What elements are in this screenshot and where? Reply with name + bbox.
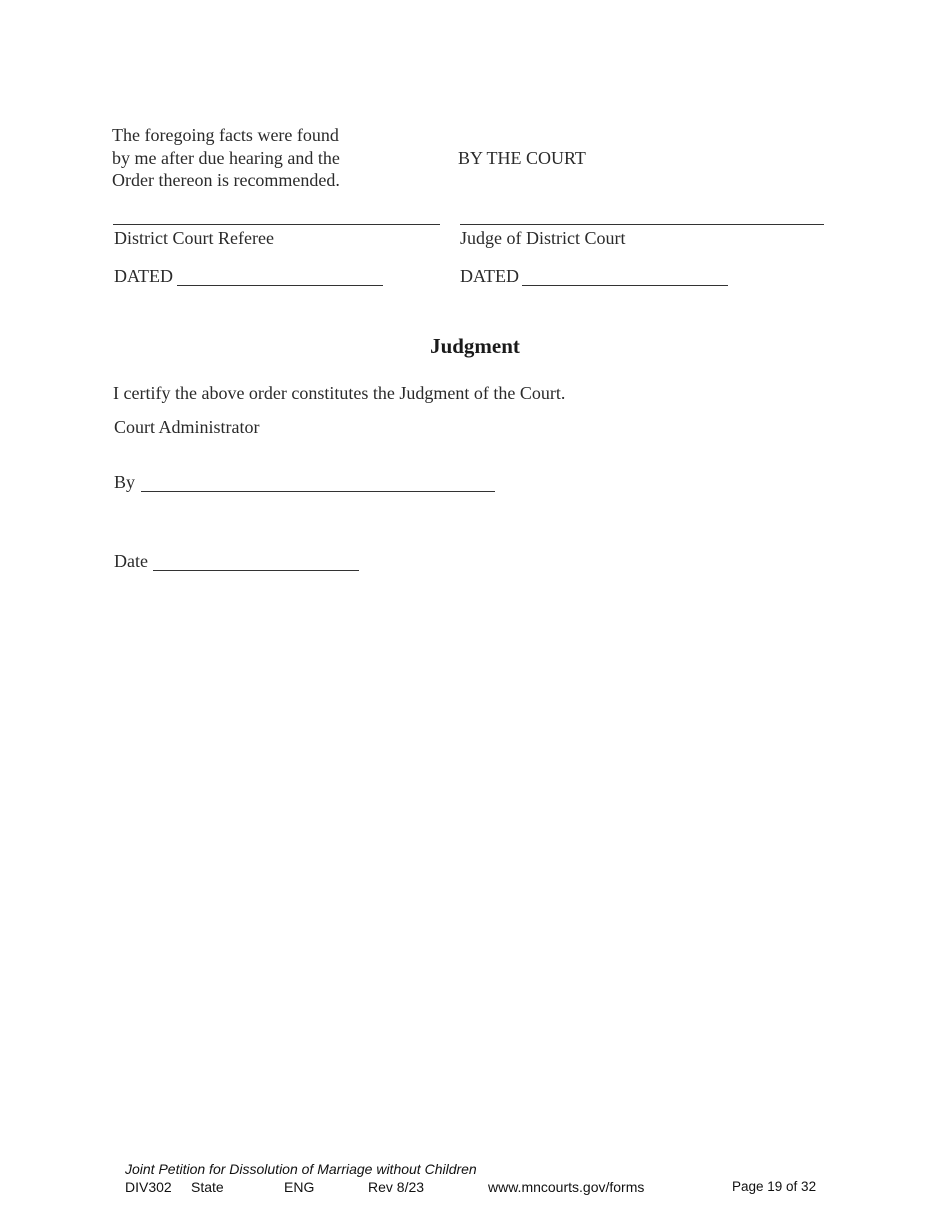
recommendation-line: The foregoing facts were found (112, 125, 339, 145)
recommendation-line: Order thereon is recommended. (112, 170, 340, 190)
referee-recommendation (112, 124, 340, 192)
footer-website-link[interactable]: www.mncourts.gov/forms (488, 1179, 645, 1195)
referee-dated-label: DATED (114, 266, 173, 286)
judge-dated-line[interactable] (522, 285, 728, 286)
judge-signature-title: Judge of District Court (460, 228, 626, 248)
footer-language: ENG (284, 1179, 315, 1195)
footer-jurisdiction: State (191, 1179, 224, 1195)
judge-signature-line[interactable] (460, 224, 824, 225)
judgment-certification: I certify the above order constitutes the Judgment of the Court. (113, 383, 566, 403)
date-label: Date (114, 551, 148, 571)
by-label: By (114, 472, 136, 492)
footer-page-number: Page 19 of 32 (732, 1179, 817, 1194)
date-line[interactable] (153, 570, 359, 571)
by-the-court-label: BY THE COURT (458, 148, 586, 168)
by-signature-line[interactable] (141, 491, 495, 492)
referee-dated-line[interactable] (177, 285, 383, 286)
judge-dated-label: DATED (460, 266, 519, 286)
referee-signature-line[interactable] (113, 224, 440, 225)
footer-form-code: DIV302 (125, 1179, 172, 1195)
recommendation-line: by me after due hearing and the (112, 147, 340, 168)
court-administrator-label: Court Administrator (114, 417, 260, 437)
referee-signature-title: District Court Referee (114, 228, 274, 248)
footer-revision: Rev 8/23 (368, 1179, 425, 1195)
judgment-heading: Judgment (430, 334, 520, 358)
footer-form-title: Joint Petition for Dissolution of Marriage without Children (125, 1161, 477, 1177)
